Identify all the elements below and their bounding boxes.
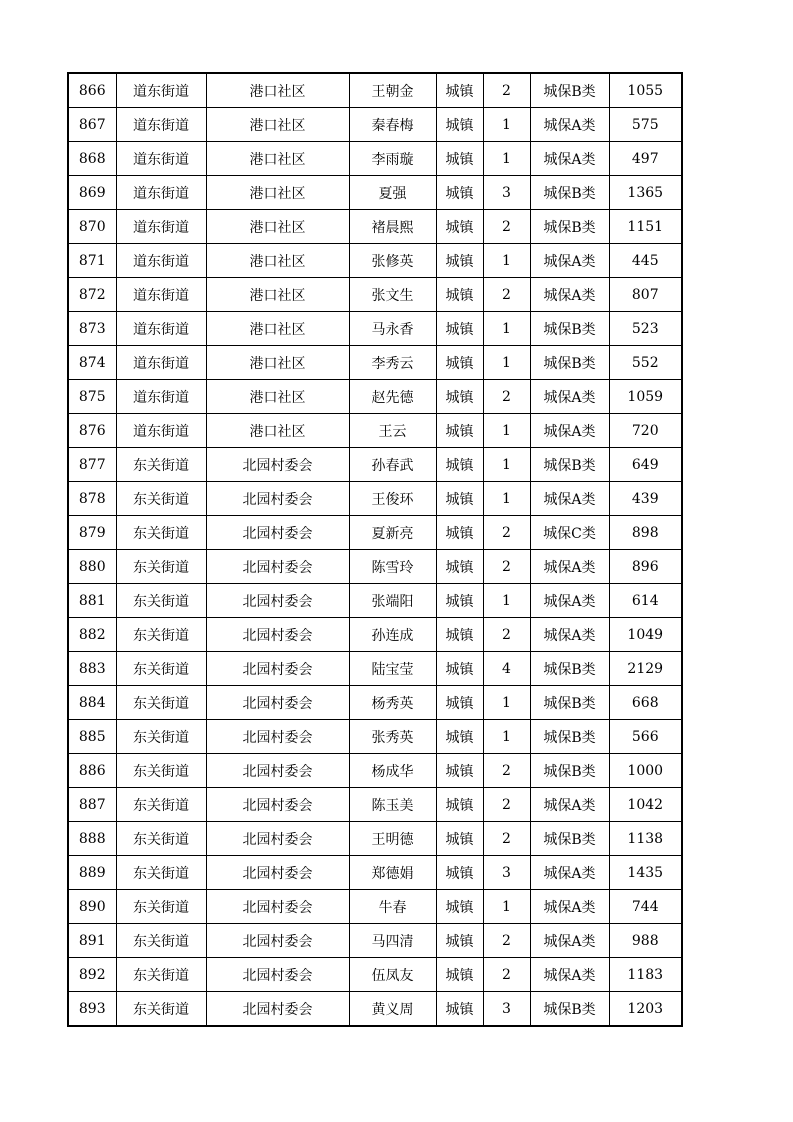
- community-cell: 港口社区: [206, 278, 349, 312]
- community-cell: 北园村委会: [206, 890, 349, 924]
- amount-cell: 744: [609, 890, 682, 924]
- table-row: [68, 278, 682, 312]
- community-cell: 港口社区: [206, 142, 349, 176]
- assistance-category-cell: 城保A类: [530, 414, 609, 448]
- row-number-cell: 886: [68, 754, 116, 788]
- household-type-cell: 城镇: [436, 754, 483, 788]
- subdistrict-cell: 东关街道: [116, 822, 206, 856]
- name-cell: 陈雪玲: [349, 550, 436, 584]
- name-cell: 牛春: [349, 890, 436, 924]
- table-row: [68, 754, 682, 788]
- amount-cell: 566: [609, 720, 682, 754]
- community-cell: 北园村委会: [206, 584, 349, 618]
- row-number-cell: 887: [68, 788, 116, 822]
- name-cell: 郑德娟: [349, 856, 436, 890]
- amount-cell: 898: [609, 516, 682, 550]
- table-row: [68, 584, 682, 618]
- community-cell: 北园村委会: [206, 822, 349, 856]
- amount-cell: 668: [609, 686, 682, 720]
- assistance-category-cell: 城保A类: [530, 380, 609, 414]
- household-type-cell: 城镇: [436, 346, 483, 380]
- subdistrict-cell: 东关街道: [116, 584, 206, 618]
- table-row: [68, 550, 682, 584]
- amount-cell: 720: [609, 414, 682, 448]
- row-number-cell: 883: [68, 652, 116, 686]
- subdistrict-cell: 东关街道: [116, 550, 206, 584]
- table-row: [68, 210, 682, 244]
- subdistrict-cell: 道东街道: [116, 210, 206, 244]
- amount-cell: 445: [609, 244, 682, 278]
- subdistrict-cell: 东关街道: [116, 448, 206, 482]
- household-type-cell: 城镇: [436, 108, 483, 142]
- row-number-cell: 872: [68, 278, 116, 312]
- member-count-cell: 2: [483, 380, 530, 414]
- table-row: [68, 992, 682, 1027]
- assistance-category-cell: 城保B类: [530, 992, 609, 1027]
- assistance-category-cell: 城保B类: [530, 346, 609, 380]
- table-row: [68, 482, 682, 516]
- community-cell: 港口社区: [206, 414, 349, 448]
- amount-cell: 1138: [609, 822, 682, 856]
- subdistrict-cell: 东关街道: [116, 720, 206, 754]
- assistance-category-cell: 城保A类: [530, 924, 609, 958]
- member-count-cell: 2: [483, 788, 530, 822]
- name-cell: 王云: [349, 414, 436, 448]
- row-number-cell: 889: [68, 856, 116, 890]
- row-number-cell: 880: [68, 550, 116, 584]
- subdistrict-cell: 东关街道: [116, 686, 206, 720]
- row-number-cell: 890: [68, 890, 116, 924]
- assistance-category-cell: 城保B类: [530, 822, 609, 856]
- member-count-cell: 1: [483, 720, 530, 754]
- subdistrict-cell: 道东街道: [116, 414, 206, 448]
- name-cell: 王俊环: [349, 482, 436, 516]
- assistance-category-cell: 城保A类: [530, 142, 609, 176]
- subdistrict-cell: 道东街道: [116, 73, 206, 108]
- amount-cell: 614: [609, 584, 682, 618]
- row-number-cell: 868: [68, 142, 116, 176]
- member-count-cell: 1: [483, 448, 530, 482]
- amount-cell: 896: [609, 550, 682, 584]
- subdistrict-cell: 东关街道: [116, 958, 206, 992]
- household-type-cell: 城镇: [436, 244, 483, 278]
- subdistrict-cell: 道东街道: [116, 278, 206, 312]
- subdistrict-cell: 东关街道: [116, 652, 206, 686]
- row-number-cell: 884: [68, 686, 116, 720]
- assistance-category-cell: 城保A类: [530, 550, 609, 584]
- household-type-cell: 城镇: [436, 720, 483, 754]
- member-count-cell: 2: [483, 550, 530, 584]
- name-cell: 杨秀英: [349, 686, 436, 720]
- assistance-category-cell: 城保A类: [530, 278, 609, 312]
- community-cell: 北园村委会: [206, 992, 349, 1027]
- household-type-cell: 城镇: [436, 992, 483, 1027]
- name-cell: 夏强: [349, 176, 436, 210]
- amount-cell: 497: [609, 142, 682, 176]
- amount-cell: 1151: [609, 210, 682, 244]
- row-number-cell: 875: [68, 380, 116, 414]
- household-type-cell: 城镇: [436, 482, 483, 516]
- table-row: [68, 142, 682, 176]
- member-count-cell: 1: [483, 244, 530, 278]
- name-cell: 马永香: [349, 312, 436, 346]
- assistance-category-cell: 城保A类: [530, 244, 609, 278]
- community-cell: 北园村委会: [206, 448, 349, 482]
- household-type-cell: 城镇: [436, 924, 483, 958]
- row-number-cell: 873: [68, 312, 116, 346]
- community-cell: 港口社区: [206, 380, 349, 414]
- member-count-cell: 2: [483, 822, 530, 856]
- assistance-category-cell: 城保B类: [530, 686, 609, 720]
- household-type-cell: 城镇: [436, 312, 483, 346]
- table-row: [68, 720, 682, 754]
- community-cell: 港口社区: [206, 312, 349, 346]
- table-row: [68, 652, 682, 686]
- member-count-cell: 3: [483, 992, 530, 1027]
- name-cell: 陆宝莹: [349, 652, 436, 686]
- name-cell: 李秀云: [349, 346, 436, 380]
- name-cell: 夏新亮: [349, 516, 436, 550]
- amount-cell: 1183: [609, 958, 682, 992]
- assistance-category-cell: 城保A类: [530, 618, 609, 652]
- amount-cell: 1042: [609, 788, 682, 822]
- subdistrict-cell: 道东街道: [116, 108, 206, 142]
- row-number-cell: 874: [68, 346, 116, 380]
- records-table: [67, 72, 683, 1027]
- name-cell: 张端阳: [349, 584, 436, 618]
- subdistrict-cell: 道东街道: [116, 244, 206, 278]
- assistance-category-cell: 城保C类: [530, 516, 609, 550]
- row-number-cell: 876: [68, 414, 116, 448]
- assistance-category-cell: 城保A类: [530, 890, 609, 924]
- table-row: [68, 856, 682, 890]
- table-row: [68, 176, 682, 210]
- amount-cell: 439: [609, 482, 682, 516]
- member-count-cell: 1: [483, 482, 530, 516]
- community-cell: 港口社区: [206, 244, 349, 278]
- household-type-cell: 城镇: [436, 142, 483, 176]
- name-cell: 陈玉美: [349, 788, 436, 822]
- community-cell: 北园村委会: [206, 754, 349, 788]
- household-type-cell: 城镇: [436, 788, 483, 822]
- household-type-cell: 城镇: [436, 550, 483, 584]
- member-count-cell: 2: [483, 210, 530, 244]
- member-count-cell: 1: [483, 346, 530, 380]
- row-number-cell: 866: [68, 73, 116, 108]
- table-row: [68, 822, 682, 856]
- assistance-category-cell: 城保B类: [530, 176, 609, 210]
- assistance-category-cell: 城保A类: [530, 584, 609, 618]
- household-type-cell: 城镇: [436, 856, 483, 890]
- assistance-category-cell: 城保A类: [530, 958, 609, 992]
- assistance-category-cell: 城保A类: [530, 788, 609, 822]
- household-type-cell: 城镇: [436, 176, 483, 210]
- amount-cell: 807: [609, 278, 682, 312]
- member-count-cell: 1: [483, 686, 530, 720]
- assistance-category-cell: 城保B类: [530, 754, 609, 788]
- member-count-cell: 2: [483, 618, 530, 652]
- amount-cell: 575: [609, 108, 682, 142]
- subdistrict-cell: 东关街道: [116, 856, 206, 890]
- table-row: [68, 312, 682, 346]
- amount-cell: 1049: [609, 618, 682, 652]
- member-count-cell: 2: [483, 278, 530, 312]
- assistance-category-cell: 城保B类: [530, 720, 609, 754]
- household-type-cell: 城镇: [436, 584, 483, 618]
- household-type-cell: 城镇: [436, 448, 483, 482]
- community-cell: 港口社区: [206, 210, 349, 244]
- subdistrict-cell: 道东街道: [116, 312, 206, 346]
- table-row: [68, 686, 682, 720]
- member-count-cell: 2: [483, 754, 530, 788]
- member-count-cell: 2: [483, 73, 530, 108]
- table-row: [68, 346, 682, 380]
- row-number-cell: 867: [68, 108, 116, 142]
- table-row: [68, 890, 682, 924]
- subdistrict-cell: 东关街道: [116, 482, 206, 516]
- community-cell: 北园村委会: [206, 618, 349, 652]
- amount-cell: 2129: [609, 652, 682, 686]
- table-row: [68, 108, 682, 142]
- records-table-body: [68, 73, 682, 1026]
- name-cell: 赵先德: [349, 380, 436, 414]
- amount-cell: 1365: [609, 176, 682, 210]
- amount-cell: 988: [609, 924, 682, 958]
- name-cell: 黄义周: [349, 992, 436, 1027]
- table-row: [68, 516, 682, 550]
- assistance-category-cell: 城保A类: [530, 482, 609, 516]
- assistance-category-cell: 城保A类: [530, 108, 609, 142]
- row-number-cell: 885: [68, 720, 116, 754]
- amount-cell: 649: [609, 448, 682, 482]
- community-cell: 北园村委会: [206, 924, 349, 958]
- household-type-cell: 城镇: [436, 210, 483, 244]
- assistance-category-cell: 城保B类: [530, 448, 609, 482]
- name-cell: 张秀英: [349, 720, 436, 754]
- name-cell: 杨成华: [349, 754, 436, 788]
- amount-cell: 1203: [609, 992, 682, 1027]
- subdistrict-cell: 东关街道: [116, 788, 206, 822]
- name-cell: 李雨璇: [349, 142, 436, 176]
- member-count-cell: 2: [483, 516, 530, 550]
- table-row: [68, 618, 682, 652]
- subdistrict-cell: 东关街道: [116, 992, 206, 1027]
- household-type-cell: 城镇: [436, 618, 483, 652]
- table-row: [68, 73, 682, 108]
- table-row: [68, 788, 682, 822]
- subdistrict-cell: 道东街道: [116, 142, 206, 176]
- member-count-cell: 2: [483, 924, 530, 958]
- row-number-cell: 879: [68, 516, 116, 550]
- assistance-category-cell: 城保B类: [530, 652, 609, 686]
- table-row: [68, 414, 682, 448]
- member-count-cell: 3: [483, 176, 530, 210]
- subdistrict-cell: 东关街道: [116, 516, 206, 550]
- community-cell: 北园村委会: [206, 720, 349, 754]
- name-cell: 王朝金: [349, 73, 436, 108]
- name-cell: 王明德: [349, 822, 436, 856]
- subdistrict-cell: 东关街道: [116, 754, 206, 788]
- name-cell: 褚晨熙: [349, 210, 436, 244]
- household-type-cell: 城镇: [436, 890, 483, 924]
- assistance-category-cell: 城保B类: [530, 210, 609, 244]
- assistance-category-cell: 城保B类: [530, 312, 609, 346]
- community-cell: 北园村委会: [206, 958, 349, 992]
- row-number-cell: 892: [68, 958, 116, 992]
- household-type-cell: 城镇: [436, 652, 483, 686]
- member-count-cell: 1: [483, 312, 530, 346]
- name-cell: 张修英: [349, 244, 436, 278]
- household-type-cell: 城镇: [436, 278, 483, 312]
- community-cell: 北园村委会: [206, 550, 349, 584]
- household-type-cell: 城镇: [436, 414, 483, 448]
- community-cell: 北园村委会: [206, 856, 349, 890]
- subdistrict-cell: 道东街道: [116, 346, 206, 380]
- household-type-cell: 城镇: [436, 686, 483, 720]
- row-number-cell: 891: [68, 924, 116, 958]
- community-cell: 北园村委会: [206, 652, 349, 686]
- row-number-cell: 878: [68, 482, 116, 516]
- member-count-cell: 2: [483, 958, 530, 992]
- table-row: [68, 244, 682, 278]
- name-cell: 马四清: [349, 924, 436, 958]
- row-number-cell: 871: [68, 244, 116, 278]
- row-number-cell: 877: [68, 448, 116, 482]
- subdistrict-cell: 道东街道: [116, 176, 206, 210]
- row-number-cell: 881: [68, 584, 116, 618]
- community-cell: 北园村委会: [206, 516, 349, 550]
- community-cell: 港口社区: [206, 346, 349, 380]
- member-count-cell: 1: [483, 414, 530, 448]
- community-cell: 港口社区: [206, 73, 349, 108]
- member-count-cell: 1: [483, 890, 530, 924]
- community-cell: 北园村委会: [206, 686, 349, 720]
- table-row: [68, 380, 682, 414]
- household-type-cell: 城镇: [436, 380, 483, 414]
- member-count-cell: 1: [483, 584, 530, 618]
- subdistrict-cell: 东关街道: [116, 924, 206, 958]
- row-number-cell: 893: [68, 992, 116, 1027]
- member-count-cell: 1: [483, 142, 530, 176]
- subdistrict-cell: 东关街道: [116, 890, 206, 924]
- amount-cell: 1435: [609, 856, 682, 890]
- community-cell: 北园村委会: [206, 482, 349, 516]
- subdistrict-cell: 东关街道: [116, 618, 206, 652]
- row-number-cell: 882: [68, 618, 116, 652]
- amount-cell: 523: [609, 312, 682, 346]
- household-type-cell: 城镇: [436, 73, 483, 108]
- row-number-cell: 869: [68, 176, 116, 210]
- amount-cell: 1000: [609, 754, 682, 788]
- row-number-cell: 888: [68, 822, 116, 856]
- household-type-cell: 城镇: [436, 822, 483, 856]
- name-cell: 秦春梅: [349, 108, 436, 142]
- community-cell: 港口社区: [206, 108, 349, 142]
- assistance-category-cell: 城保B类: [530, 73, 609, 108]
- name-cell: 伍凤友: [349, 958, 436, 992]
- household-type-cell: 城镇: [436, 958, 483, 992]
- table-row: [68, 958, 682, 992]
- subdistrict-cell: 道东街道: [116, 380, 206, 414]
- name-cell: 孙春武: [349, 448, 436, 482]
- community-cell: 北园村委会: [206, 788, 349, 822]
- table-row: [68, 448, 682, 482]
- member-count-cell: 4: [483, 652, 530, 686]
- member-count-cell: 1: [483, 108, 530, 142]
- amount-cell: 1055: [609, 73, 682, 108]
- community-cell: 港口社区: [206, 176, 349, 210]
- amount-cell: 1059: [609, 380, 682, 414]
- table-row: [68, 924, 682, 958]
- name-cell: 孙连成: [349, 618, 436, 652]
- amount-cell: 552: [609, 346, 682, 380]
- member-count-cell: 3: [483, 856, 530, 890]
- household-type-cell: 城镇: [436, 516, 483, 550]
- row-number-cell: 870: [68, 210, 116, 244]
- assistance-category-cell: 城保A类: [530, 856, 609, 890]
- name-cell: 张文生: [349, 278, 436, 312]
